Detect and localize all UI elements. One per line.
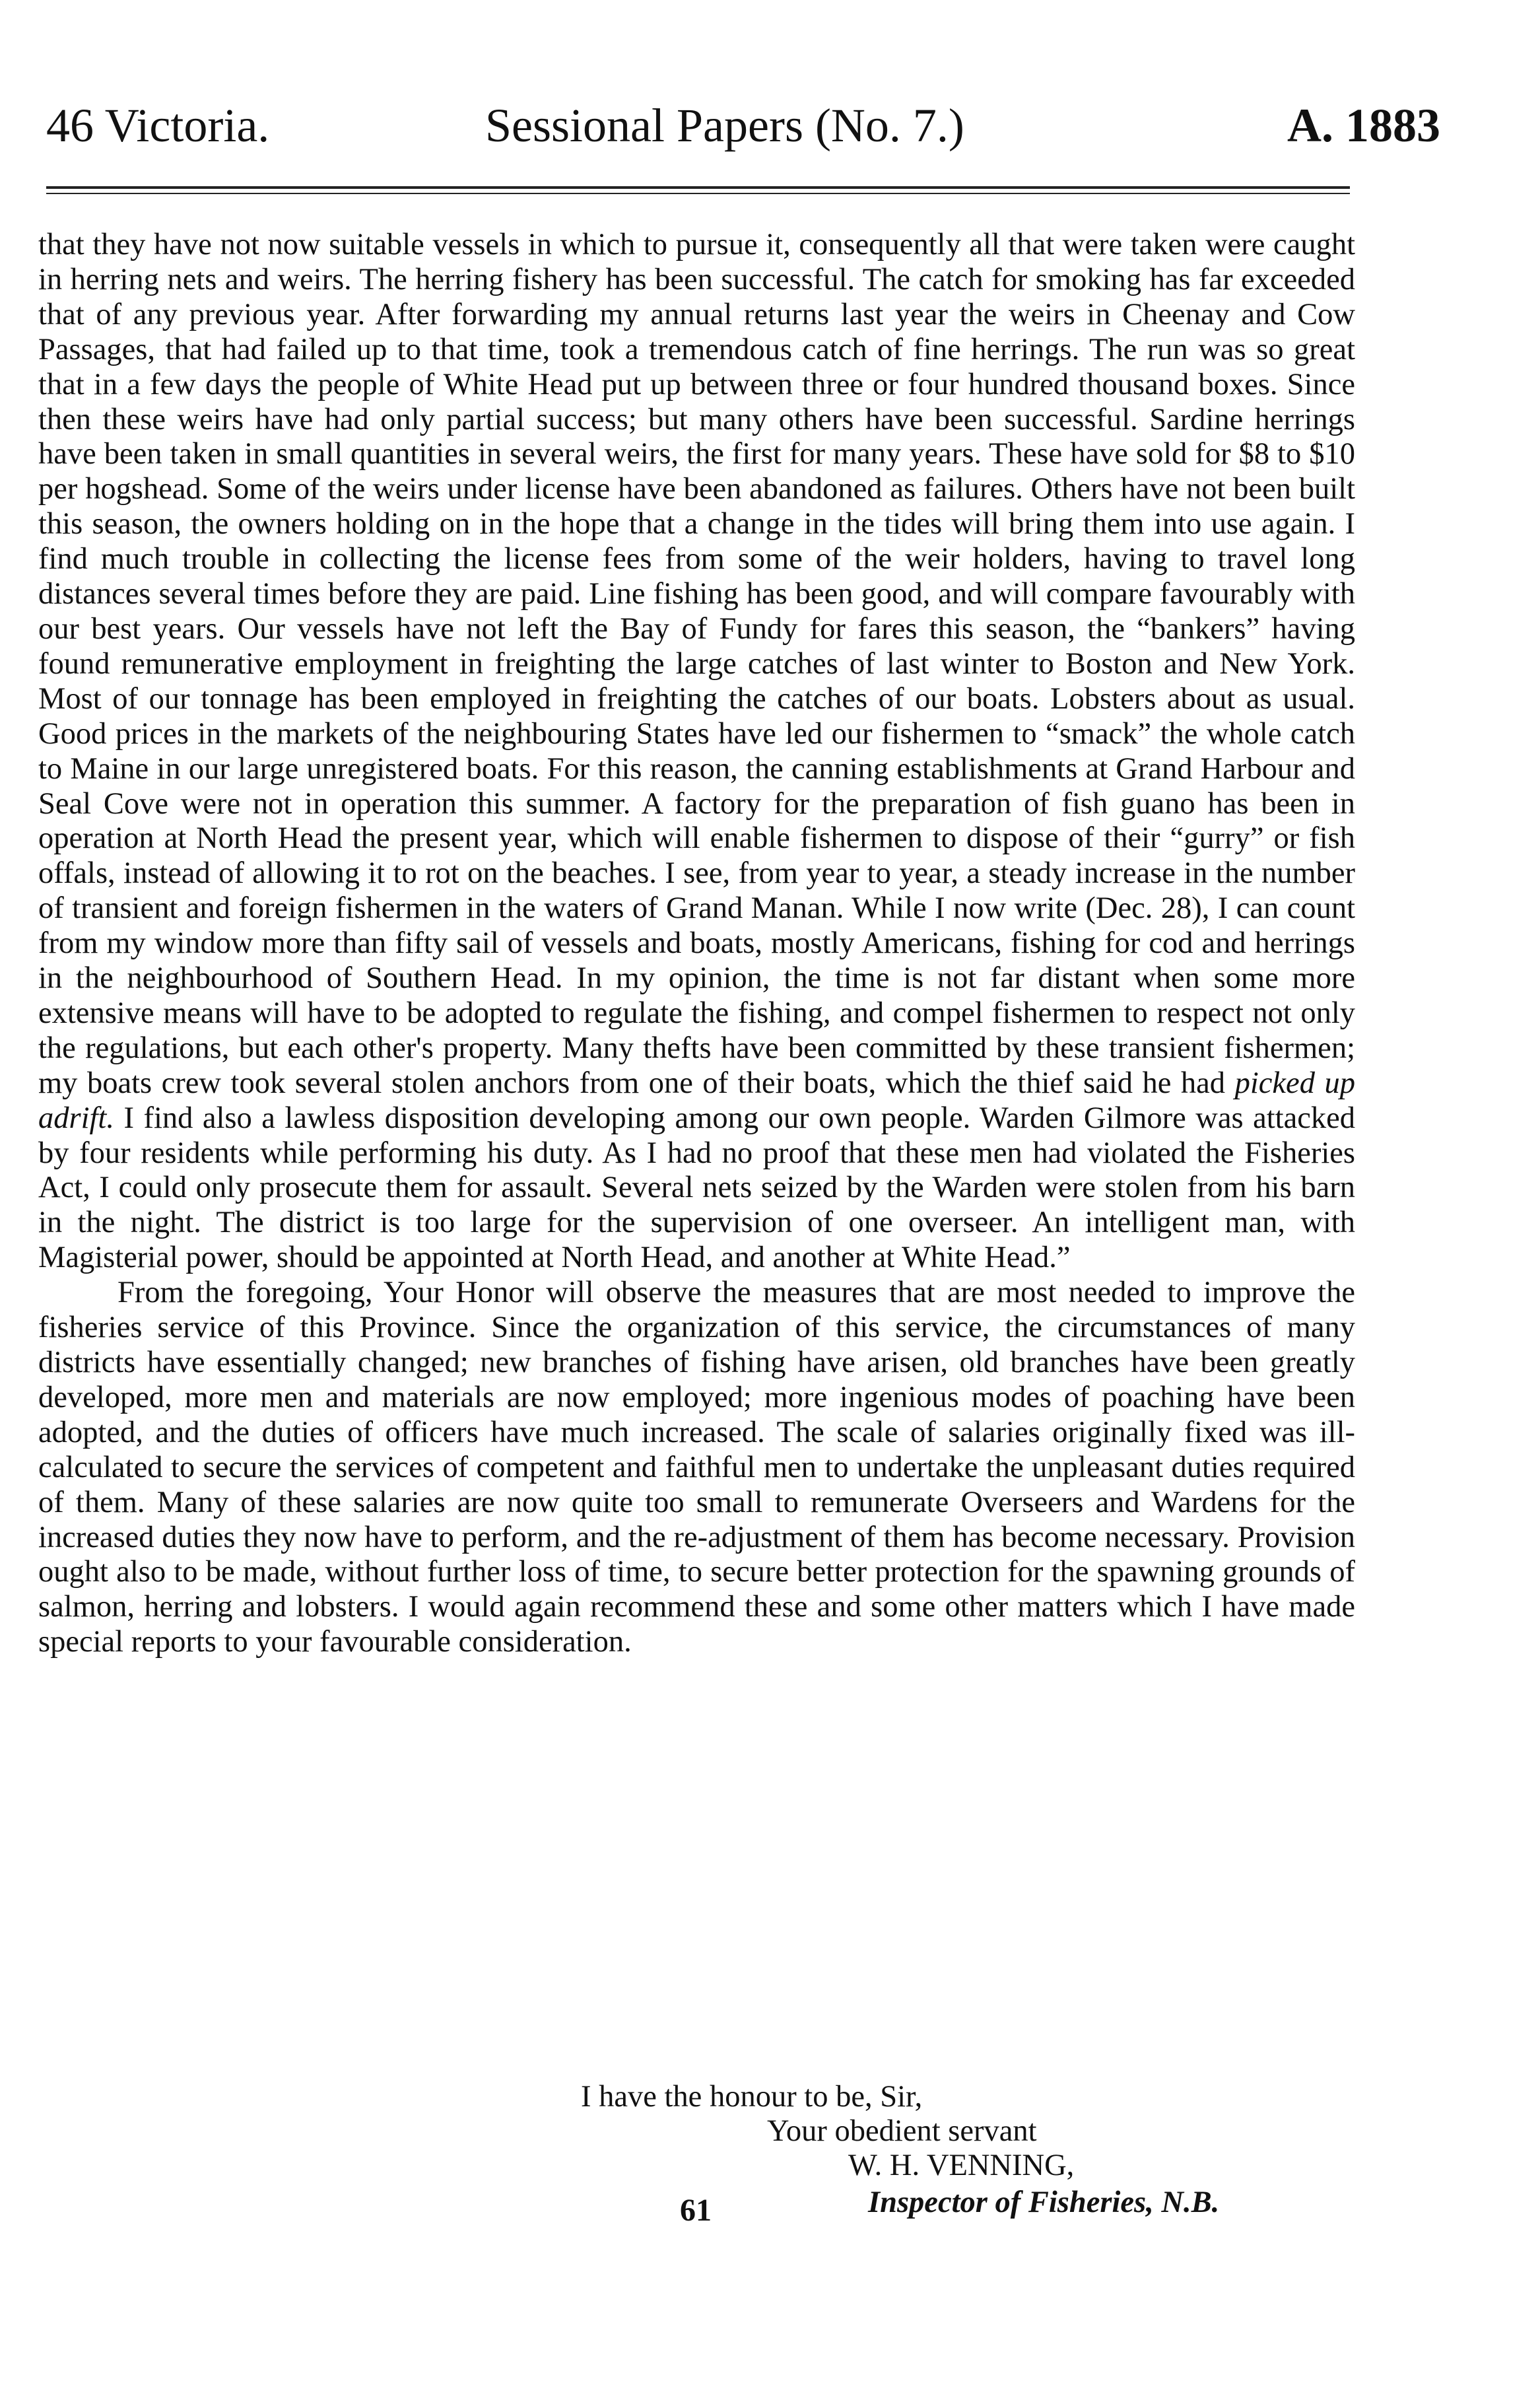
header-title: Sessional Papers (No. 7.) — [485, 99, 964, 152]
page-number: 61 — [680, 2193, 712, 2228]
header-rule-thick — [46, 186, 1350, 189]
signature-name: W. H. VENNING, — [848, 2149, 1075, 2182]
header-rule-thin — [46, 193, 1350, 194]
paragraph-recommendations: From the foregoing, Your Honor will observe the measures that are most needed to improve the fisheries service of this Province. Since the organization of this service, the circumstances of many districts have essentially changed; new branches of fishing have arisen, old branches have been greatly developed, more men and materials are now employed; more ingenious modes of poaching have been adopted, and the duties of officers have much increased. The scale of salaries originally fixed was ill-calculated to secure the services of competent and faithful men to undertake the unpleasant duties required of them. Many of these salaries are now quite too small to remunerate Overseers and Wardens for the increased duties they now have to perform, and the re-adjustment of them has become necessary. Provision ought also to be made, without further loss of time, to secure better protection for the spawning grounds of salmon, herring and lobsters. I would again recommend these and some other matters which I have made special reports to your favourable consideration. — [38, 1276, 1355, 1659]
paragraph-1-end: I find also a lawless disposition developing among our own people. Warden Gilmore was attacked by four residents while performing his duty. As I had no proof that these men had violated the Fisheries Act, I could only prosecute them for assault. Several nets seized by the Warden were stolen from his barn in the night. The district is too large for the supervision of one overseer. An intelligent man, with Magisterial power, should be appointed at North Head, and another at White Head.” — [38, 1101, 1355, 1275]
header-year: A. 1883 — [1287, 99, 1440, 152]
paragraph-1-text: that they have not now suitable vessels in which to pursue it, consequently all that were taken were caught in herring nets and weirs. The herring fishery has been successful. The catch for smoking has far exceeded that of any previous year. After forwarding my annual returns last year the weirs in Cheenay and Cow Passages, that had failed up to that time, took a tremendous catch of fine herrings. The run was so great that in a few days the people of White Head put up between three or four hundred thousand boxes. Since then these weirs have had only partial success; but many others have been successful. Sardine herrings have been taken in small quantities in several weirs, the first for many years. These have sold for $8 to $10 per hogshead. Some of the weirs under license have been abandoned as failures. Others have not been built this season, the owners holding on in the hope that a change in the tides will bring them into use again. I find much trouble in collecting the license fees from some of the weir holders, having to travel long distances several times before they are paid. Line fishing has been good, and will compare favourably with our best years. Our vessels have not left the Bay of Fundy for fares this season, the “bankers” having found remunerative employment in freighting the large catches of last winter to Boston and New York. Most of our tonnage has been employed in freighting the catches of our boats. Lobsters about as usual. Good prices in the markets of the neighbouring States have led our fishermen to “smack” the whole catch to Maine in our large unregistered boats. For this reason, the canning establishments at Grand Harbour and Seal Cove were not in operation this summer. A factory for the preparation of fish guano has been in operation at North Head the present year, which will enable fishermen to dispose of their “gurry” or fish offals, instead of allowing it to rot on the beaches. I see, from year to year, a steady increase in the number of transient and foreign fishermen in the waters of Grand Manan. While I now write (Dec. 28), I can count from my window more than fifty sail of vessels and boats, mostly Americans, fishing for cod and herrings in the neighbourhood of Southern Head. In my opinion, the time is not far distant when some more extensive means will have to be adopted to regulate the fishing, and compel fishermen to respect not only the regulations, but each other's property. Many thefts have been committed by these transient fishermen; my boats crew took several stolen anchors from one of their boats, which the thief said he had — [38, 228, 1355, 1100]
paragraph-report-continuation — [38, 228, 1355, 1276]
closing-valediction: Your obedient servant — [767, 2114, 1037, 2148]
body-text — [38, 228, 1355, 1660]
paragraph-1-italic: picked up adrift. — [38, 1066, 1355, 1135]
page-header — [46, 99, 1440, 152]
closing-salutation: I have the honour to be, Sir, — [581, 2080, 923, 2114]
signature-title: Inspector of Fisheries, N.B. — [868, 2186, 1220, 2219]
header-session: 46 Victoria. — [46, 99, 270, 152]
